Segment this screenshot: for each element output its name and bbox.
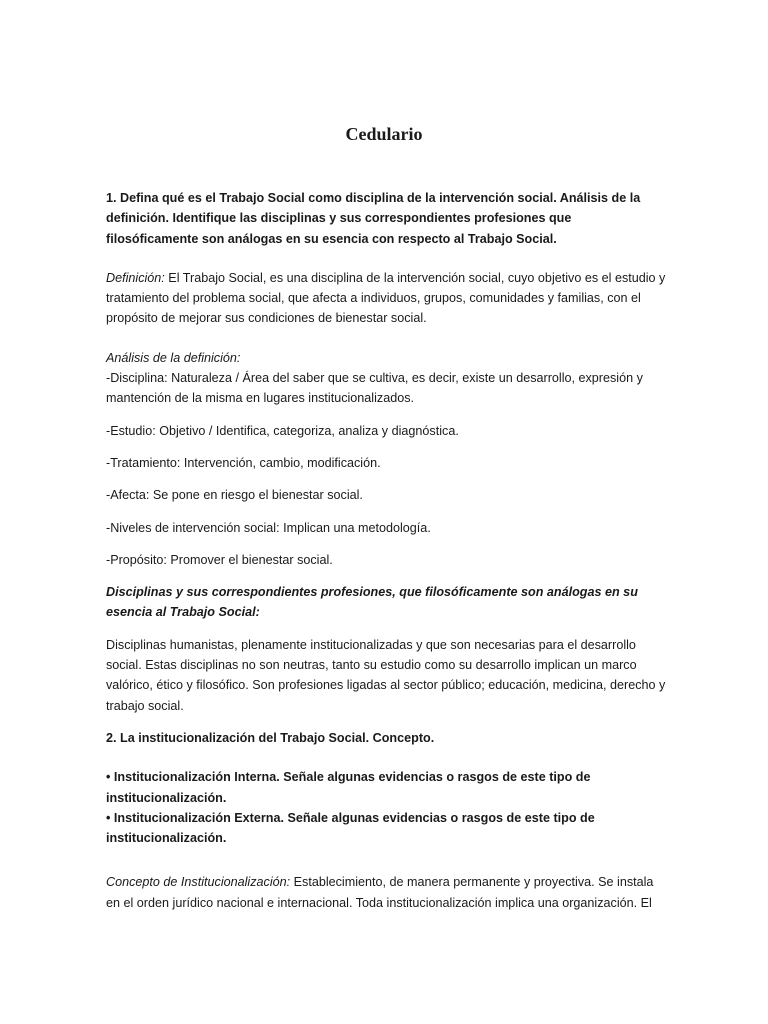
concept-text: Establecimiento, de manera permanente y proyectiva. Se instala en el orden jurídico nacional e internacional. Toda institucionalización implica una organización. El: [106, 875, 654, 910]
definition-text: El Trabajo Social, es una disciplina de la intervención social, cuyo objetivo es el estudio y tratamiento del problema social, que afecta a individuos, grupos, comunidades y familias, con el propósito de mejorar sus condiciones de bienestar social.: [106, 270, 666, 326]
definition-label: Definición:: [106, 270, 165, 285]
question-1: 1. Defina qué es el Trabajo Social como disciplina de la intervención social. Análisis de la definición. Identifique las disciplinas y sus correspondientes profesiones que filosóficamente son análogas en su esencia con respecto al Trabajo Social.: [106, 191, 641, 246]
analysis-item-estudio: -Estudio: Objetivo / Identifica, categoriza, analiza y diagnóstica.: [106, 423, 459, 438]
analysis-item-afecta: -Afecta: Se pone en riesgo el bienestar social.: [106, 488, 363, 503]
bullet-internal: • Institucionalización Interna. Señale algunas evidencias o rasgos de este tipo de institucionalización.: [106, 770, 591, 805]
disciplines-heading: Disciplinas y sus correspondientes profesiones, que filosóficamente son análogas en su esencia al Trabajo Social:: [106, 585, 638, 620]
page-title: Cedulario: [345, 124, 423, 144]
bullet-external: • Institucionalización Externa. Señale algunas evidencias o rasgos de este tipo de institucionalización.: [106, 810, 595, 846]
analysis-item-tratamiento: -Tratamiento: Intervención, cambio, modificación.: [106, 455, 381, 470]
document-body: [106, 188, 666, 913]
disciplines-text: Disciplinas humanistas, plenamente institucionalizadas y que son necesarias para el desarrollo social. Estas disciplinas no son neutras, tanto su estudio como su desarrollo implican un marco valórico, ético y filosófico. Son profesiones ligadas al sector público; educación, medicina, derecho y trabajo social.: [106, 637, 666, 713]
question-2: 2. La institucionalización del Trabajo Social. Concepto.: [106, 730, 435, 745]
analysis-item-niveles: -Niveles de intervención social: Implican una metodología.: [106, 520, 431, 535]
analysis-label: Análisis de la definición:: [106, 350, 241, 365]
concept-label: Concepto de Institucionalización:: [106, 875, 291, 890]
analysis-item-disciplina: -Disciplina: Naturaleza / Área del saber que se cultiva, es decir, existe un desarrollo, expresión y mantención de la misma en lugares institucionalizados.: [106, 371, 643, 406]
concept-paragraph: [106, 872, 666, 913]
definition-paragraph: [106, 268, 666, 329]
analysis-item-proposito: -Propósito: Promover el bienestar social.: [106, 552, 333, 567]
